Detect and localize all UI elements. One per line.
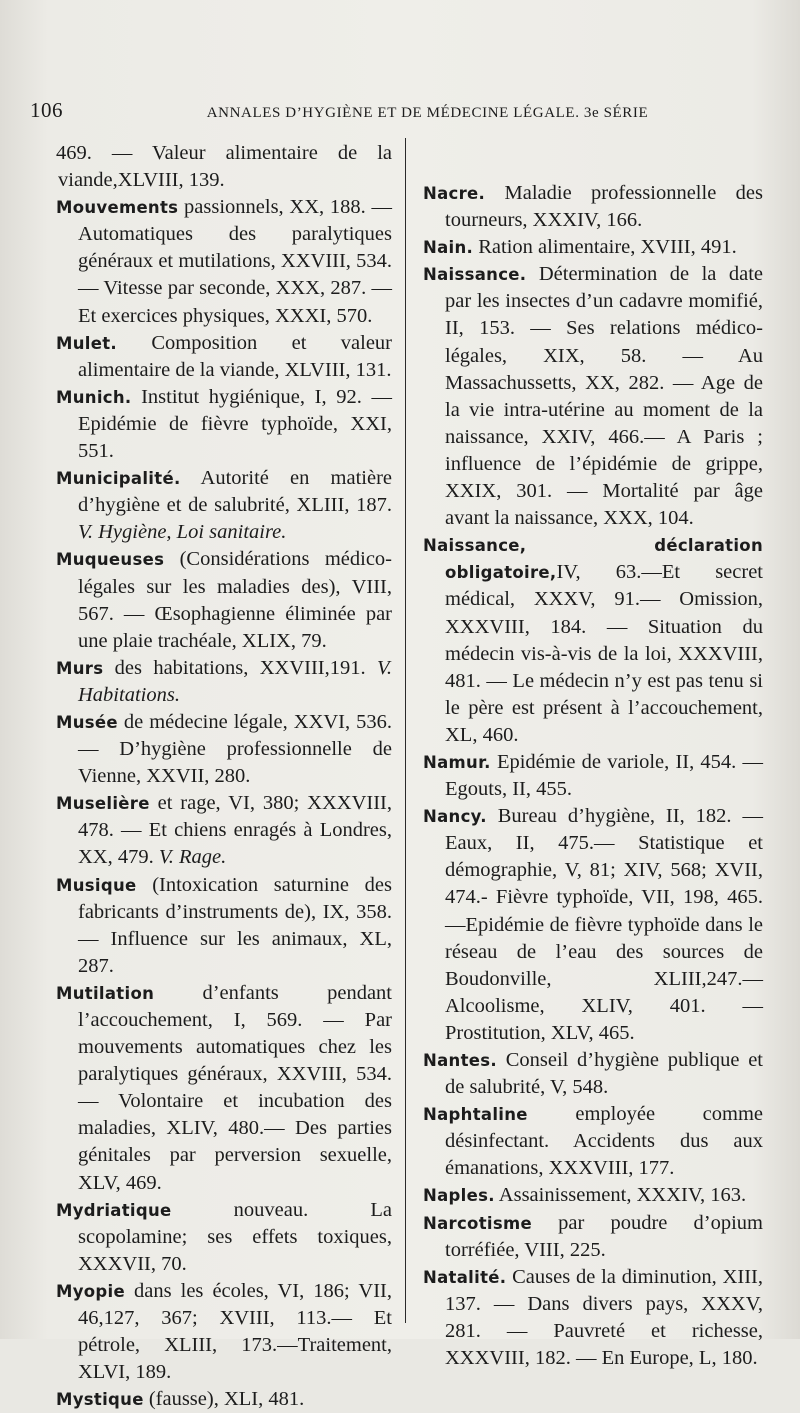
index-entry <box>423 1047 763 1101</box>
index-entry <box>423 261 763 532</box>
index-column-left <box>56 140 392 1411</box>
entry-cross-reference: V. Habitations. <box>78 656 392 706</box>
entry-keyword: Narcotisme <box>423 1213 532 1233</box>
entry-text: nouveau. La scopolamine; ses effets toxiques, XXXVII, 70. <box>78 1198 392 1275</box>
index-entry <box>423 234 763 261</box>
entry-text: Ration alimentaire, XVIII, 491. <box>473 236 737 259</box>
index-entry <box>56 1197 392 1278</box>
column-divider <box>405 138 406 1323</box>
entry-keyword: Nancy. <box>423 807 487 827</box>
entry-text: employée comme désinfectant. Accidents dus aux émanations, XXXVIII, 177. <box>445 1103 763 1180</box>
entry-keyword: Muqueuses <box>56 550 165 570</box>
entry-text: Epidémie de variole, II, 454. — Egouts, II, 455. <box>445 750 763 801</box>
entry-text: (fausse), XLI, 481. <box>143 1388 305 1411</box>
entry-keyword: Mulet. <box>56 333 117 353</box>
entry-text: Autorité en matière d’hygiène et de salubrité, XLIII, 187. <box>78 467 392 517</box>
entry-keyword: Munich. <box>56 387 132 407</box>
entry-text: Composition et valeur alimentaire de la viande, XLVIII, 131. <box>78 331 392 381</box>
index-entry <box>423 532 763 749</box>
entry-keyword: Mystique <box>56 1390 144 1410</box>
entry-text: Conseil d’hygiène publique et de salubrité, V, 548. <box>445 1049 763 1099</box>
entry-keyword: Nantes. <box>423 1051 497 1070</box>
entry-text: (Considérations médico-légales sur les maladies des), VIII, 567. — Œsophagienne éliminée par une plaie trachéale, XLIX, 79. <box>78 548 392 652</box>
entry-keyword: Mouvements <box>56 198 179 218</box>
index-column-right <box>423 140 763 1370</box>
index-entry <box>56 330 392 384</box>
entry-text: d’enfants pendant l’accouchement, I, 569. — Par mouvements automatiques chez les paralytiques généraux, XXVIII, 534. — Volontaire et incubation des maladies, XLIV, 480.— Des parties génitales par perversion sexuelle, XLV, 469. <box>78 981 392 1194</box>
entry-text: des habitations, XXVIII,191. <box>103 656 377 679</box>
entry-keyword: Muselière <box>56 794 150 814</box>
index-entry <box>56 1386 392 1413</box>
index-entry <box>423 749 763 803</box>
index-entry <box>56 790 392 871</box>
entry-keyword: Municipalité. <box>56 469 181 489</box>
entry-text: IV, 63.—Et secret médical, XXXV, 91.— Omission, XXXVIII, 184. — Situation du médecin vis-à-vis de la loi, XXXVIII, 481. — Le médecin n’y est pas tenu si le père est présent à l’accouchement, XL, 460. <box>445 561 763 746</box>
index-entry <box>56 709 392 790</box>
page-header <box>30 98 770 130</box>
entry-keyword: Namur. <box>423 752 491 772</box>
entry-keyword: Mutilation <box>56 983 155 1003</box>
entry-text: Assainissement, XXXIV, 163. <box>494 1184 747 1207</box>
entry-keyword: Mydriatique <box>56 1200 172 1220</box>
entry-keyword: Musique <box>56 875 137 895</box>
entry-keyword: Naples. <box>423 1186 495 1206</box>
index-entry <box>56 655 392 709</box>
entry-text: par poudre d’opium torréfiée, VIII, 225. <box>445 1211 763 1261</box>
running-title: ANNALES D’HYGIÈNE ET DE MÉDECINE LÉGALE. 3e SÉRIE <box>206 105 649 121</box>
page-number: 106 <box>30 98 63 122</box>
entry-keyword: Nacre. <box>423 184 486 203</box>
index-entry <box>56 384 392 465</box>
index-entry <box>423 1210 763 1264</box>
entry-text: passionnels, XX, 188. — Automatiques des paralytiques généraux et mutilations, XXVIII, 534. — Vitesse par seconde, XXX, 287. — Et exercices physiques, XXXI, 570. <box>78 196 392 327</box>
entry-text: Détermination de la date par les insectes d’un cadavre momifié, II, 153. — Ses relations médico-légales, XIX, 58. — Au Massachussetts, XX, 282. — Age de la vie intra-utérine au moment de la naissance, XXIV, 466.— A Paris ; influence de l’épidémie de grippe, XXIX, 301. — Mortalité par âge avant la naissance, XXX, 104. <box>445 263 763 530</box>
index-entry <box>56 546 392 654</box>
entry-text: Maladie professionnelle des tourneurs, XXXIV, 166. <box>445 182 763 232</box>
entry-keyword: Nain. <box>423 238 474 258</box>
entry-cross-reference: V. Rage. <box>158 846 227 869</box>
index-entry <box>56 1278 392 1386</box>
entry-text: (Intoxication saturnine des fabricants d’instruments de), IX, 358. — Influence sur les animaux, XL, 287. <box>78 873 392 977</box>
entry-keyword: Naissance. <box>423 265 527 285</box>
entry-keyword: Myopie <box>56 1281 125 1301</box>
index-entry <box>423 1182 763 1209</box>
entry-cross-reference: V. Hygiène, Loi sanitaire. <box>78 521 287 544</box>
entry-text: de médecine légale, XXVI, 536.— D’hygiène professionnelle de Vienne, XXVII, 280. <box>78 710 392 788</box>
index-entry <box>56 872 392 980</box>
index-entry <box>56 140 392 194</box>
column-top-space <box>423 140 763 180</box>
index-entry <box>423 1264 763 1372</box>
entry-keyword: Musée <box>56 712 118 732</box>
entry-text: Bureau d’hygiène, II, 182. — Eaux, II, 475.— Statistique et démographie, V, 81; XIV, 568; XVII, 474.- Fièvre typhoïde, VII, 198, 465.—Epidémie de fièvre typhoïde dans le réseau de l’eau des sources de Boudonville, XLIII,247.— Alcoolisme, XLIV, 401. — Prostitution, XLV, 465. <box>445 805 763 1044</box>
entry-text: Institut hygiénique, I, 92. — Epidémie de fièvre typhoïde, XXI, 551. <box>78 385 392 463</box>
index-entry <box>423 803 763 1047</box>
index-entry <box>56 194 392 329</box>
index-entry <box>423 180 763 234</box>
entry-text: Causes de la diminution, XIII, 137. — Dans divers pays, XXXV, 281. — Pauvreté et richesse, XXXVIII, 182. — En Europe, L, 180. <box>445 1265 763 1370</box>
entry-text: 469. — Valeur alimentaire de la viande,XLVIII, 139. <box>56 142 392 192</box>
index-entry <box>56 980 392 1197</box>
entry-text: dans les écoles, VI, 186; VII, 46,127, 367; XVIII, 113.— Et pétrole, XLIII, 173.—Traitement, XLVI, 189. <box>78 1279 392 1384</box>
entry-keyword: Murs <box>56 658 104 678</box>
entry-keyword: Naphtaline <box>423 1105 528 1125</box>
index-entry <box>56 465 392 546</box>
entry-keyword: Naissance, déclaration obligatoire, <box>423 536 763 583</box>
index-entry <box>423 1101 763 1182</box>
entry-keyword: Natalité. <box>423 1267 507 1287</box>
entry-text: et rage, VI, 380; XXXVIII, 478. — Et chiens enragés à Londres, XX, 479. <box>78 792 392 869</box>
